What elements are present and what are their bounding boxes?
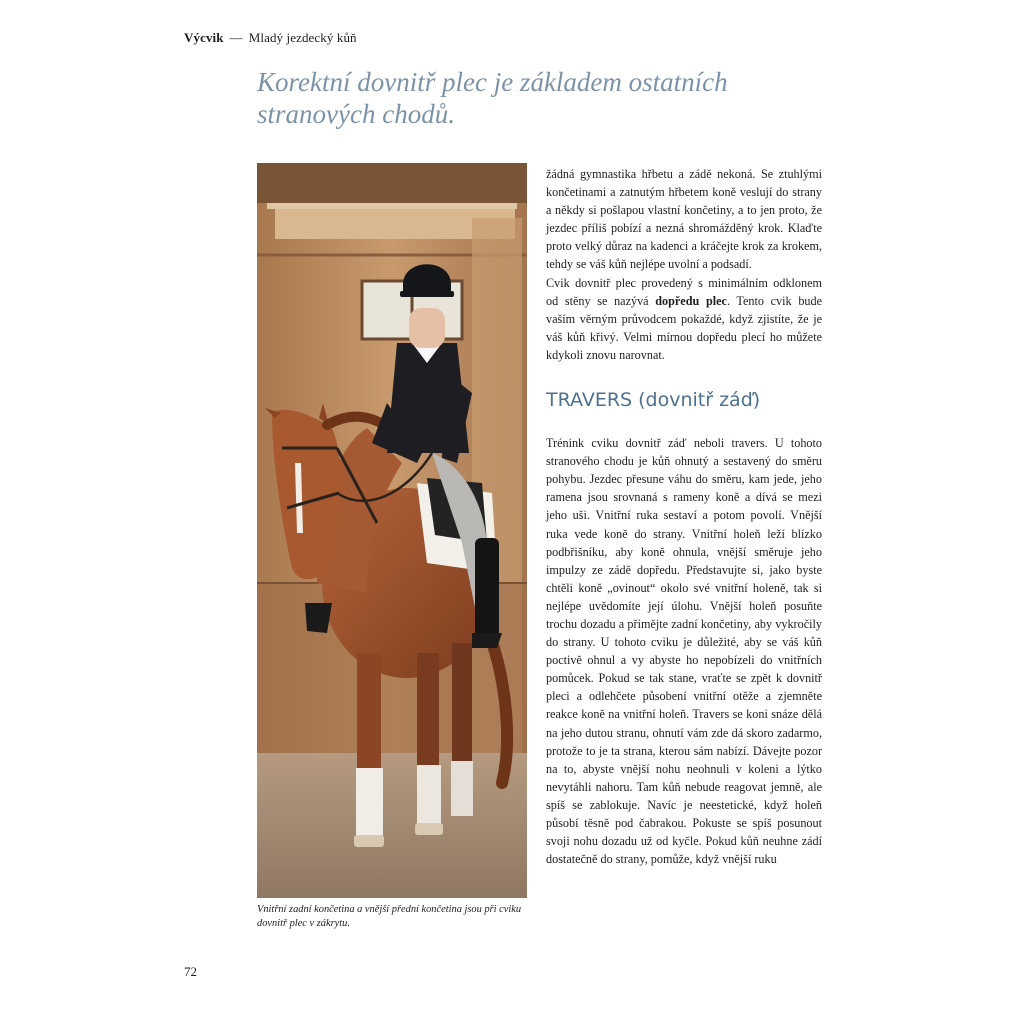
photo-caption: Vnitřní zadní končetina a vnější přední končetina jsou při cviku dovnitř plec v zákrytu. xyxy=(257,904,522,929)
pull-quote: Korektní dovnitř plec je základem ostatních stranových chodů. xyxy=(257,67,728,129)
body-paragraph-3: Trénink cviku dovnitř záď neboli travers. U tohoto stranového chodu je kůň ohnutý a sestavený do směru pohybu. Jezdec přesune váhu do směru, kam jede, jeho ramena jsou srovnaná s rameny koně a dívá se mezi jeho uši. Vnitřní ruka sestaví a potom povolí. Vnější ruka vede koně do strany. Vnitřní holeň leží blízko podbřišníku, aby koně ohnula, vnější směruje jeho impulzy ze zádě dopředu. Představujte si, jako byste chtěli koně „ovinout“ okolo své vnitřní holeně, tak si nejlépe uvědomíte její úlohu. Vnější holeň posuňte trochu dozadu a přimějte zadní končetiny, aby vykročily do strany. U tohoto cviku je důležité, aby se váš kůň poctivě ohnul a vy abyste ho nepobízeli do vnitřních pomůcek. Pokud se tak stane, vraťte se zpět k dovnitř pleci a odlehčete působení vnitřní otěže a zjemněte reakce koně na vnitřní holeň. Travers se koni snáze dělá na jeho dutou stranu, ohnutí vám zde dá skoro zadarmo, protože to je ta strana, kterou sám nabízí. Dávejte pozor na to, abyste vnější nohu neohnuli v koleni a lýtko nevytáhli nahoru. Tam kůň nebude reagovat jemně, ale spíš se zablokuje. Navíc je neestetické, když holeň působí těsně pod čabrakou. Pokuste se spíš posunout svoji nohu dozadu už od kyčle. Pokud kůň neuhne zádí dostatečně do strany, pomůže, když vnější ruku xyxy=(546,436,822,867)
header-subtitle: Mladý jezdecký kůň xyxy=(248,30,357,45)
body-text-column xyxy=(546,165,822,868)
header-section: Výcvik xyxy=(184,30,224,45)
body-paragraph-2-pre: Cvik dovnitř plec provedený s minimálním odklonem od stěny se nazývá xyxy=(546,275,822,308)
horse-rider-illustration xyxy=(257,163,527,898)
section-subheading: TRAVERS (dovnitř záď) xyxy=(546,389,761,412)
body-paragraph-1: žádná gymnastika hřbetu a zádě nekoná. Se ztuhlými končetinami a zatnutým hřbetem koně veslují do strany a někdy si pošlapou vlastní končetiny, a to jen proto, že jezdec příliš pobízí a nezná shromážděný krok. Klaďte proto velký důraz na kadenci a kráčejte krok za krokem, tehdy se váš kůň nejlépe uvolní a podsadí. xyxy=(546,167,822,272)
body-paragraph-2-post: . Tento cvik bude vaším věrným průvodcem pokaždé, když zjistíte, že je váš kůň křivý. Velmi mírnou dopředu plecí ho můžete kdykoli znovu narovnat. xyxy=(546,293,823,362)
page-number: 72 xyxy=(184,964,197,979)
running-header xyxy=(184,30,357,46)
horse-rider-photo xyxy=(257,163,527,898)
term-dopredu-plec: dopředu plec xyxy=(655,293,727,308)
body-paragraph-2 xyxy=(546,274,822,364)
header-separator: — xyxy=(229,30,243,45)
